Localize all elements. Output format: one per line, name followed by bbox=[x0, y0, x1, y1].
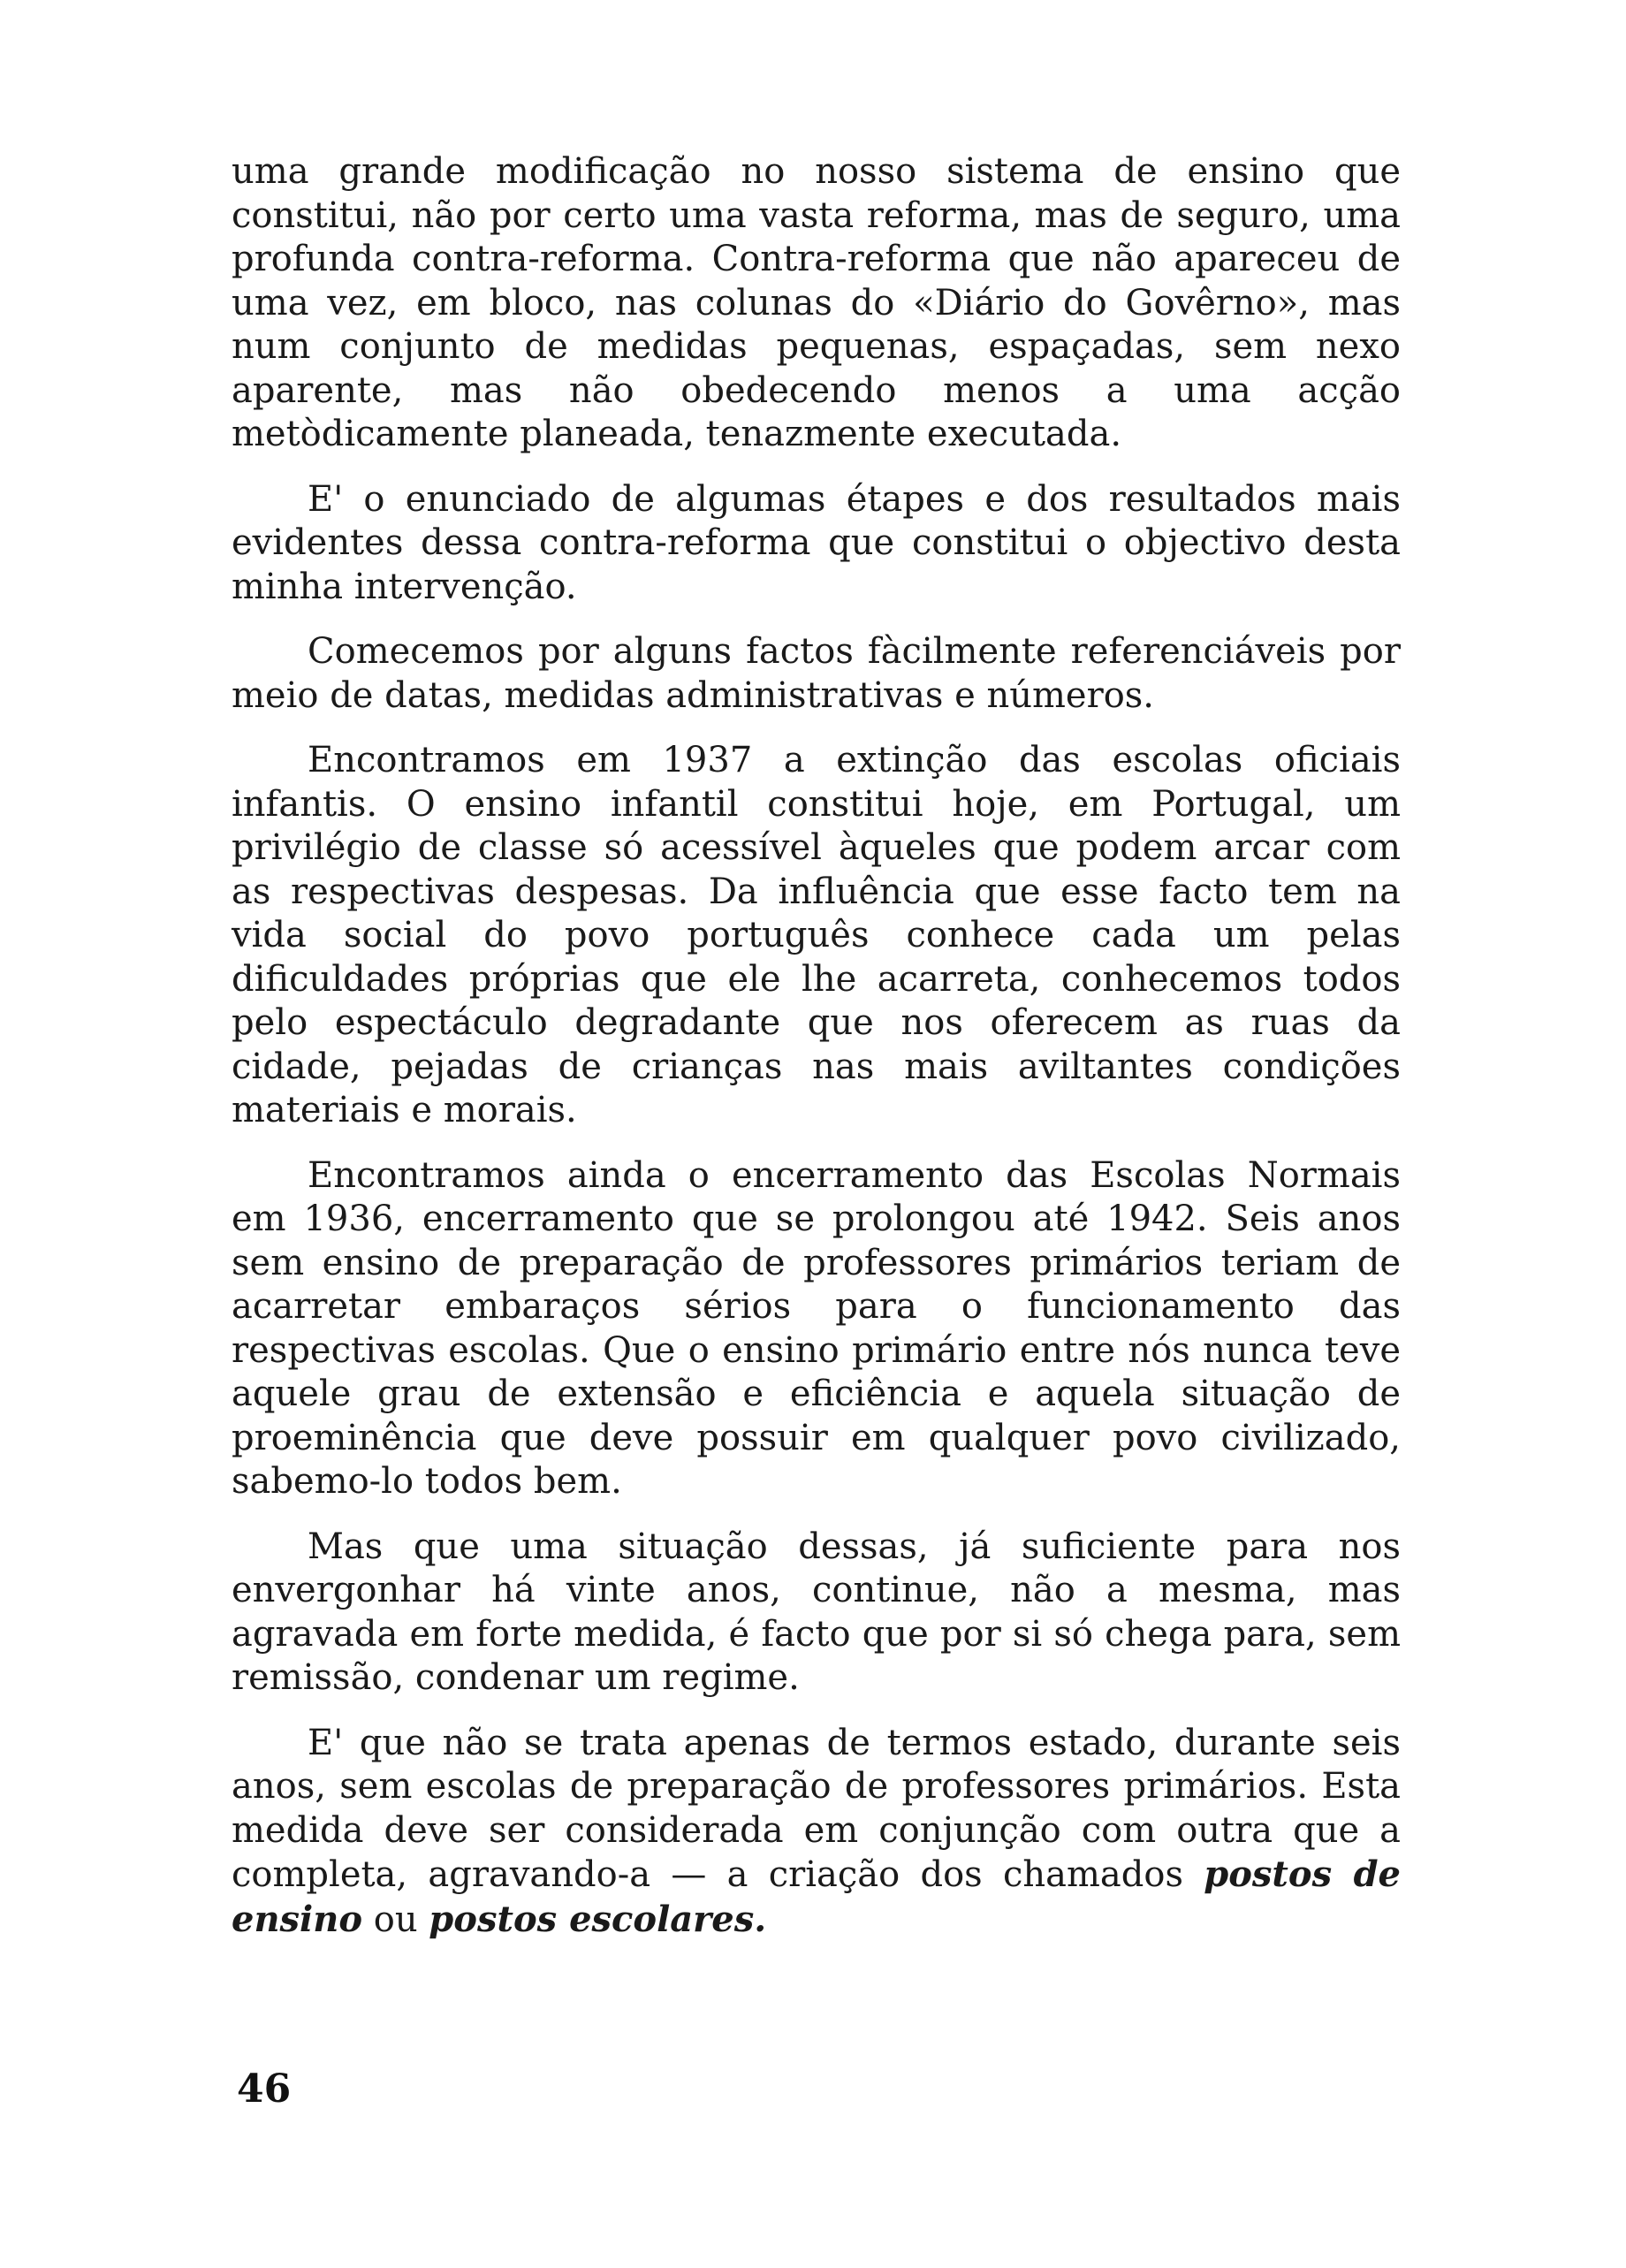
emphasis-postos-escolares: postos escolares. bbox=[429, 1898, 767, 1940]
paragraph-7 bbox=[232, 1722, 1401, 1943]
body-text bbox=[232, 150, 1401, 1963]
paragraph-7-text: E' que não se trata apenas de termos estado, durante seis anos, sem escolas de preparação de professores primários. Esta medida deve ser considerada em conjunção com outra que a completa, agravando-a — a criação dos chamados bbox=[232, 1722, 1401, 1895]
paragraph-3: Comecemos por alguns factos fàcilmente referenciáveis por meio de datas, medidas administrativas e números. bbox=[232, 631, 1401, 716]
paragraph-6: Mas que uma situação dessas, já suficiente para nos envergonhar há vinte anos, continue, não a mesma, mas agravada em forte medida, é facto que por si só chega para, sem remissão, condenar um regime. bbox=[232, 1526, 1401, 1698]
paragraph-2: E' o enunciado de algumas étapes e dos resultados mais evidentes dessa contra-reforma que constitui o objectivo desta minha intervenção. bbox=[232, 478, 1401, 607]
page-number: 46 bbox=[237, 2066, 292, 2112]
paragraph-4: Encontramos em 1937 a extinção das escolas oficiais infantis. O ensino infantil constitui hoje, em Portugal, um privilégio de classe só acessível àqueles que podem arcar com as respectivas despesas. Da influência que esse facto tem na vida social do povo português conhece cada um pelas dificuldades próprias que ele lhe acarreta, conhecemos todos pelo espectáculo degradante que nos oferecem as ruas da cidade, pejadas de crianças nas mais aviltantes condições materiais e morais. bbox=[232, 740, 1401, 1130]
paragraph-1: uma grande modificação no nosso sistema de ensino que constitui, não por certo uma vasta reforma, mas de seguro, uma profunda contra-reforma. Contra-reforma que não apareceu de uma vez, em bloco, nas colunas do «Diário do Govêrno», mas num conjunto de medidas pequenas, espaçadas, sem nexo aparente, mas não obedecendo menos a uma acção metòdicamente planeada, tenazmente executada. bbox=[232, 151, 1401, 454]
paragraph-7-connector: ou bbox=[362, 1899, 429, 1940]
emphasis-postos-de-ensino: postos de ensino bbox=[232, 1853, 1401, 1940]
paragraph-5: Encontramos ainda o encerramento das Escolas Normais em 1936, encerramento que se prolongou até 1942. Seis anos sem ensino de preparação de professores primários teriam de acarretar embaraços sérios para o funcionamento das respectivas escolas. Que o ensino primário entre nós nunca teve aquele grau de extensão e eficiência e aquela situação de proeminência que deve possuir em qualquer povo civilizado, sabemo-lo todos bem. bbox=[232, 1154, 1401, 1502]
